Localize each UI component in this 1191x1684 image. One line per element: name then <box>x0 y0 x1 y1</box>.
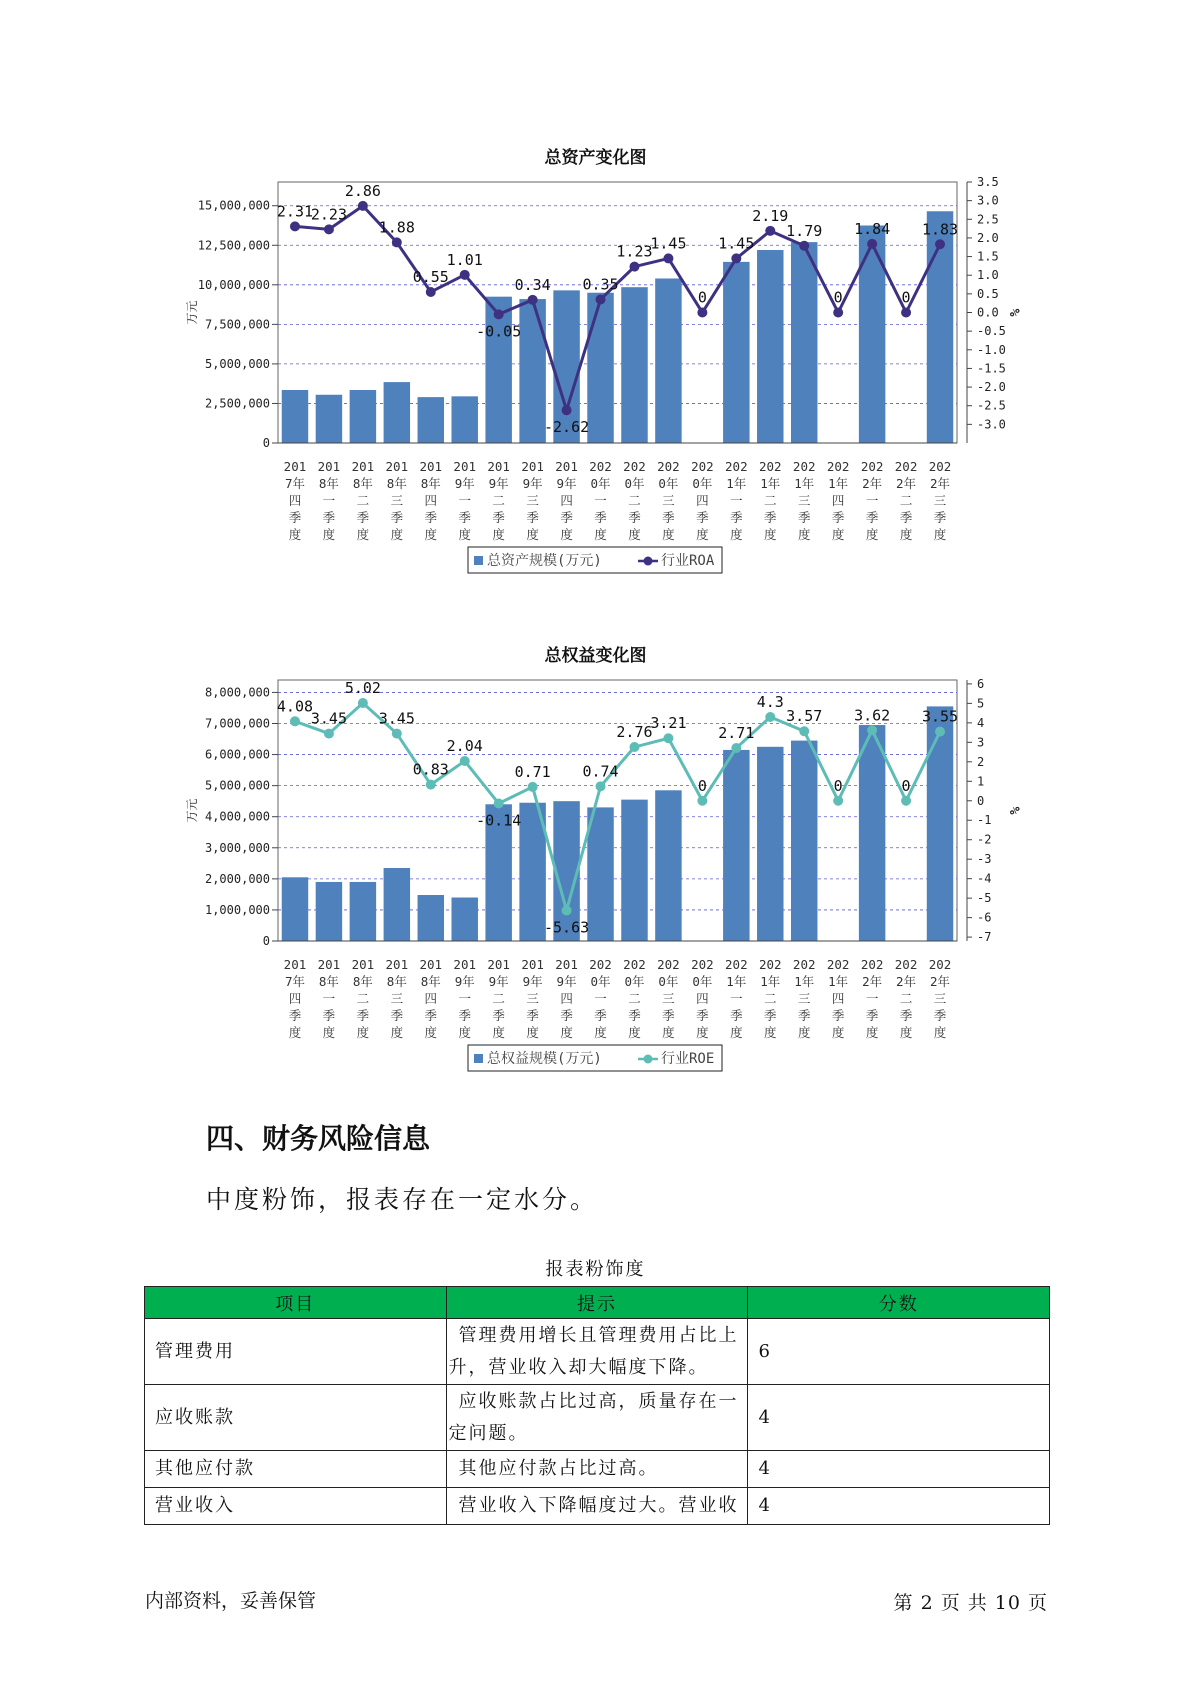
line-point <box>426 287 436 297</box>
bar <box>350 390 376 443</box>
x-tick-label: 202 1年三季度 <box>792 957 816 1040</box>
assets-chart <box>0 170 1191 600</box>
x-tick-label: 201 9年一季度 <box>453 957 477 1040</box>
y-tick-label: 15,000,000 <box>197 198 270 213</box>
line-point <box>324 729 334 739</box>
bar <box>587 293 613 443</box>
x-tick-label: 201 8年一季度 <box>317 957 341 1040</box>
bar <box>791 242 817 443</box>
data-label: 2.86 <box>344 181 381 200</box>
data-label: 1.45 <box>718 234 755 253</box>
x-tick-label: 201 9年四季度 <box>555 459 578 542</box>
line-point <box>833 308 843 318</box>
y2-tick-label: 3.5 <box>977 175 999 189</box>
data-label: 3.55 <box>921 707 959 726</box>
whitewash-table <box>144 1286 1050 1525</box>
legend-bar-swatch <box>474 556 483 565</box>
line-point <box>358 201 368 211</box>
y2-tick-label: 3.0 <box>977 193 999 208</box>
y2-tick-label: 0.5 <box>977 286 999 301</box>
y-tick-label: 8,000,000 <box>204 685 270 700</box>
y-tick-label: 1,000,000 <box>204 902 270 917</box>
row-score: 4 <box>748 1488 1050 1525</box>
data-label: 4.3 <box>756 693 784 712</box>
bar <box>621 800 647 941</box>
y2-axis-unit: % <box>1006 308 1021 317</box>
x-tick-label: 201 8年四季度 <box>419 957 443 1040</box>
chart-title-equity: 总权益变化图 <box>544 646 647 666</box>
bar <box>927 706 953 941</box>
y-tick-label: 0 <box>262 436 270 450</box>
y-axis-unit: 万元 <box>185 300 199 325</box>
line-point <box>460 270 470 280</box>
equity-chart <box>0 668 1191 1098</box>
line-point <box>358 698 368 708</box>
y-axis-unit: 万元 <box>185 798 199 823</box>
data-label: 0.55 <box>412 267 449 286</box>
table-row <box>145 1319 1050 1385</box>
x-tick-label: 201 8年二季度 <box>351 957 375 1040</box>
x-tick-label: 201 8年二季度 <box>351 459 375 542</box>
data-label: -2.62 <box>543 418 590 437</box>
line-point <box>663 733 673 743</box>
bar <box>859 226 885 444</box>
x-tick-label: 201 8年三季度 <box>385 459 409 542</box>
bar <box>655 790 681 941</box>
x-tick-label: 202 2年一季度 <box>860 459 884 542</box>
y2-tick-label: -1.0 <box>977 342 1006 357</box>
row-item: 营业收入 <box>145 1488 447 1525</box>
y-tick-label: 5,000,000 <box>204 356 270 371</box>
row-hint: 管理费用增长且管理费用占比上升，营业收入却大幅度下降。 <box>446 1319 748 1385</box>
x-tick-label: 201 9年一季度 <box>453 459 477 542</box>
y2-tick-label: 4 <box>977 715 985 730</box>
y-tick-label: 6,000,000 <box>204 747 270 762</box>
line-point <box>629 742 639 752</box>
data-label: 2.31 <box>276 202 314 221</box>
line-point <box>867 239 877 249</box>
legend-bar-label: 总资产规模(万元) <box>487 553 602 569</box>
data-label: 5.02 <box>344 678 381 697</box>
legend-bar-swatch <box>474 1054 483 1063</box>
line-point <box>731 253 741 263</box>
x-tick-label: 202 1年一季度 <box>725 459 748 542</box>
line-point <box>731 743 741 753</box>
y2-tick-label: -1.5 <box>977 361 1006 376</box>
x-tick-label: 202 2年二季度 <box>894 459 918 542</box>
legend-line-marker <box>644 1055 653 1064</box>
data-label: 1.45 <box>650 234 687 253</box>
bar <box>757 250 783 443</box>
x-tick-label: 202 2年一季度 <box>860 957 884 1040</box>
x-tick-label: 202 1年四季度 <box>826 957 850 1040</box>
data-label: 4.08 <box>276 697 314 716</box>
x-tick-label: 201 7年四季度 <box>283 459 307 542</box>
y2-tick-label: 6 <box>977 676 985 691</box>
bar <box>723 750 749 941</box>
bar <box>621 287 647 443</box>
y-tick-label: 3,000,000 <box>204 840 270 855</box>
y2-tick-label: -6 <box>977 910 992 925</box>
data-label: 0.35 <box>582 275 619 294</box>
bar <box>418 895 444 941</box>
footer-confidential: 内部资料，妥善保管 <box>145 1590 317 1612</box>
x-tick-label: 202 1年三季度 <box>792 459 816 542</box>
line-point <box>901 308 911 318</box>
y-tick-label: 2,000,000 <box>204 871 270 886</box>
x-tick-label: 202 1年二季度 <box>758 459 782 542</box>
y2-tick-label: 1 <box>977 774 985 789</box>
x-tick-label: 201 9年三季度 <box>521 459 544 542</box>
table-row <box>145 1385 1050 1451</box>
x-tick-label: 202 0年二季度 <box>623 459 646 542</box>
header-hint: 提示 <box>446 1287 748 1319</box>
x-tick-label: 201 8年三季度 <box>385 957 409 1040</box>
row-score: 4 <box>748 1451 1050 1488</box>
y2-axis-unit: % <box>1006 806 1021 815</box>
line-point <box>494 309 504 319</box>
x-tick-label: 202 0年二季度 <box>623 957 646 1040</box>
data-label: 2.23 <box>310 205 347 224</box>
data-label: 1.84 <box>854 219 891 238</box>
y2-tick-label: -2 <box>977 832 992 847</box>
x-tick-label: 202 2年三季度 <box>928 957 952 1040</box>
x-tick-label: 201 7年四季度 <box>283 957 307 1040</box>
data-label: 0.74 <box>582 762 619 781</box>
y2-tick-label: 2.5 <box>977 212 999 227</box>
x-tick-label: 201 9年二季度 <box>487 957 510 1040</box>
x-tick-label: 202 0年三季度 <box>657 459 680 542</box>
line-point <box>562 905 572 915</box>
bar <box>451 396 477 443</box>
line-point <box>596 294 606 304</box>
y-tick-label: 4,000,000 <box>204 809 270 824</box>
data-label: 1.83 <box>921 220 959 239</box>
line-point <box>392 729 402 739</box>
data-label: 0 <box>833 288 843 307</box>
bar <box>519 299 545 443</box>
table-header-row <box>145 1287 1050 1319</box>
y-tick-label: 5,000,000 <box>204 778 270 793</box>
y2-tick-label: -5 <box>977 891 992 906</box>
line-point <box>765 226 775 236</box>
line-point <box>392 237 402 247</box>
data-label: 0 <box>833 776 843 795</box>
row-item: 管理费用 <box>145 1319 447 1385</box>
bar <box>418 397 444 443</box>
bar <box>587 807 613 941</box>
x-tick-label: 202 2年二季度 <box>894 957 918 1040</box>
footer-page-number: 第 2 页 共 10 页 <box>893 1592 1048 1614</box>
x-tick-label: 202 0年四季度 <box>691 459 714 542</box>
chart-title-assets: 总资产变化图 <box>544 148 647 168</box>
x-tick-label: 201 8年四季度 <box>419 459 443 542</box>
line-point <box>799 726 809 736</box>
line-point <box>697 308 707 318</box>
table-row <box>145 1488 1050 1525</box>
row-hint: 其他应付款占比过高。 <box>446 1451 748 1488</box>
line-point <box>562 405 572 415</box>
bar <box>655 278 681 443</box>
bar <box>384 382 410 443</box>
y2-tick-label: -7 <box>977 930 992 945</box>
data-label: 0.71 <box>514 762 551 781</box>
data-label: 1.79 <box>786 221 823 240</box>
legend-line-label: 行业ROE <box>661 1051 715 1067</box>
data-label: 0 <box>697 288 707 307</box>
y2-tick-label: 2.0 <box>977 230 999 245</box>
data-label: 2.19 <box>752 206 789 225</box>
y2-tick-label: 1.0 <box>977 268 999 283</box>
y2-tick-label: -2.5 <box>977 398 1006 413</box>
bar <box>316 882 342 941</box>
bar <box>384 868 410 941</box>
row-score: 4 <box>748 1385 1050 1451</box>
header-item: 项目 <box>145 1287 447 1319</box>
legend-bar-label: 总权益规模(万元) <box>487 1051 602 1067</box>
row-score: 6 <box>748 1319 1050 1385</box>
header-score: 分数 <box>748 1287 1050 1319</box>
legend-line-marker <box>644 557 653 566</box>
y-tick-label: 10,000,000 <box>197 277 270 292</box>
x-tick-label: 202 1年一季度 <box>725 957 748 1040</box>
y2-tick-label: -4 <box>977 871 992 886</box>
y2-tick-label: 0 <box>977 793 985 808</box>
y2-tick-label: 0.0 <box>977 305 999 320</box>
data-label: 2.71 <box>718 723 755 742</box>
data-label: 0.83 <box>412 760 449 779</box>
line-point <box>528 295 538 305</box>
row-hint: 应收账款占比过高，质量存在一定问题。 <box>446 1385 748 1451</box>
y2-tick-label: -2.0 <box>977 380 1006 395</box>
line-point <box>901 796 911 806</box>
line-point <box>528 782 538 792</box>
x-tick-label: 202 0年三季度 <box>657 957 680 1040</box>
y2-tick-label: -3.0 <box>977 417 1006 432</box>
line-point <box>426 780 436 790</box>
line-point <box>765 712 775 722</box>
data-label: -0.05 <box>476 322 522 341</box>
x-tick-label: 202 0年四季度 <box>691 957 714 1040</box>
x-tick-label: 201 9年四季度 <box>555 957 578 1040</box>
y2-tick-label: 3 <box>977 735 985 750</box>
x-tick-label: 202 0年一季度 <box>589 459 612 542</box>
bar <box>757 747 783 941</box>
line-point <box>290 221 300 231</box>
line-point <box>697 796 707 806</box>
line-point <box>290 716 300 726</box>
table-row <box>145 1451 1050 1488</box>
line-point <box>833 796 843 806</box>
y2-tick-label: -3 <box>977 852 992 867</box>
y-tick-label: 2,500,000 <box>204 396 270 411</box>
bar <box>282 390 308 443</box>
data-label: -5.63 <box>543 918 590 937</box>
data-label: 0 <box>901 288 911 307</box>
x-tick-label: 201 8年一季度 <box>317 459 341 542</box>
line-point <box>629 262 639 272</box>
x-tick-label: 201 9年二季度 <box>487 459 510 542</box>
line-point <box>596 781 606 791</box>
table-caption: 报表粉饰度 <box>545 1259 646 1280</box>
y2-tick-label: -0.5 <box>977 324 1006 339</box>
x-tick-label: 201 9年三季度 <box>521 957 544 1040</box>
line-point <box>935 239 945 249</box>
data-label: 1.01 <box>446 250 483 269</box>
line-point <box>460 756 470 766</box>
bar <box>791 741 817 941</box>
data-label: 3.57 <box>786 707 823 726</box>
data-label: 0 <box>697 776 707 795</box>
data-label: 0.34 <box>514 275 551 294</box>
line-point <box>799 241 809 251</box>
data-label: 3.45 <box>310 709 347 728</box>
y-tick-label: 7,500,000 <box>204 317 270 332</box>
bar <box>316 395 342 443</box>
line-point <box>663 253 673 263</box>
y-tick-label: 7,000,000 <box>204 716 270 731</box>
y2-tick-label: 2 <box>977 754 985 769</box>
data-label: 3.21 <box>650 714 687 733</box>
x-tick-label: 202 2年三季度 <box>928 459 952 542</box>
row-hint: 营业收入下降幅度过大。营业收 <box>446 1488 748 1525</box>
y2-tick-label: 5 <box>977 696 985 711</box>
section-heading: 四、财务风险信息 <box>206 1122 431 1155</box>
line-point <box>324 224 334 234</box>
x-tick-label: 202 1年四季度 <box>826 459 850 542</box>
data-label: 1.88 <box>378 218 415 237</box>
data-label: 1.23 <box>616 242 653 261</box>
bar <box>350 882 376 941</box>
row-item: 应收账款 <box>145 1385 447 1451</box>
line-point <box>494 798 504 808</box>
y-tick-label: 0 <box>262 934 270 948</box>
row-item: 其他应付款 <box>145 1451 447 1488</box>
bar <box>723 262 749 443</box>
data-label: -0.14 <box>476 811 522 830</box>
x-tick-label: 202 1年二季度 <box>758 957 782 1040</box>
bar <box>451 898 477 942</box>
section-body: 中度粉饰，报表存在一定水分。 <box>206 1185 599 1214</box>
data-label: 3.45 <box>378 709 415 728</box>
bar <box>282 877 308 941</box>
y2-tick-label: 1.5 <box>977 249 999 264</box>
data-label: 3.62 <box>854 706 891 725</box>
x-tick-label: 202 0年一季度 <box>589 957 612 1040</box>
data-label: 0 <box>901 776 911 795</box>
y2-tick-label: -1 <box>977 813 992 828</box>
line-point <box>867 725 877 735</box>
legend-line-label: 行业ROA <box>661 553 715 569</box>
y-tick-label: 12,500,000 <box>197 238 270 253</box>
line-point <box>935 727 945 737</box>
data-label: 2.76 <box>616 723 653 742</box>
bar <box>859 725 885 941</box>
data-label: 2.04 <box>446 737 483 756</box>
